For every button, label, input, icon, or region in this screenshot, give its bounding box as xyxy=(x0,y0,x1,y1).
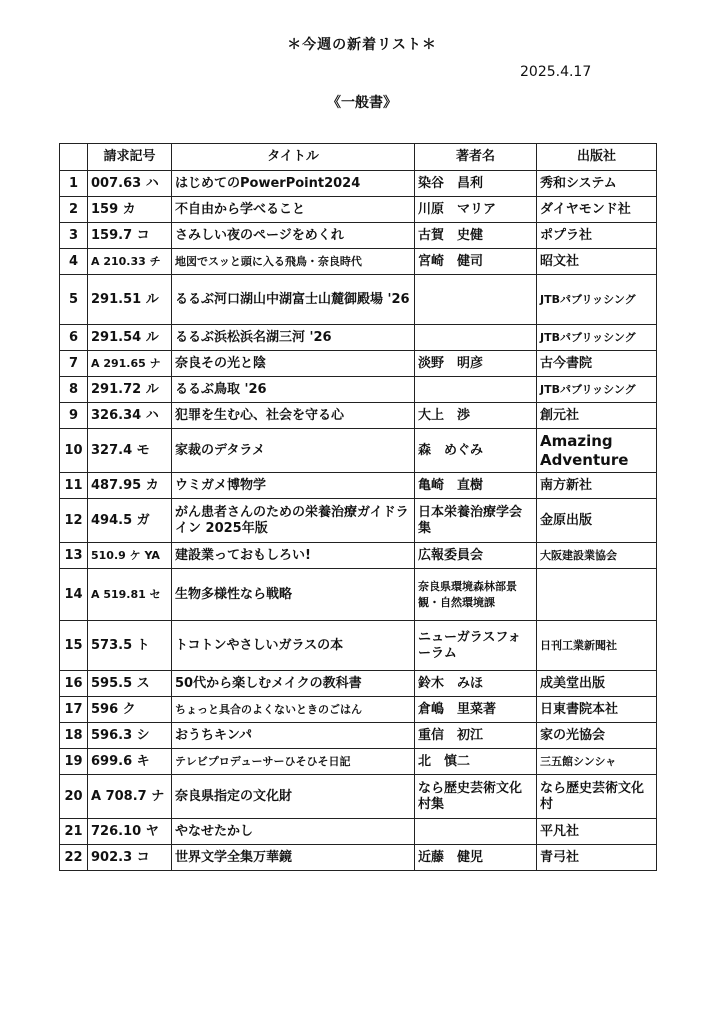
book-title: るるぶ鳥取 '26 xyxy=(172,377,415,403)
call-number: 327.4 モ xyxy=(88,429,172,473)
row-number: 20 xyxy=(60,775,88,819)
row-number: 9 xyxy=(60,403,88,429)
column-header-author: 著者名 xyxy=(415,144,537,171)
call-number: 487.95 カ xyxy=(88,473,172,499)
row-number: 11 xyxy=(60,473,88,499)
call-number: 494.5 ガ xyxy=(88,499,172,543)
call-number: 159 カ xyxy=(88,197,172,223)
author-name: 倉嶋 里菜著 xyxy=(415,697,537,723)
book-title: るるぶ浜松浜名湖三河 '26 xyxy=(172,325,415,351)
call-number: 326.34 ハ xyxy=(88,403,172,429)
call-number: 596 ク xyxy=(88,697,172,723)
table-row xyxy=(60,569,657,621)
publisher-name: ダイヤモンド社 xyxy=(537,197,657,223)
call-number: 510.9 ケ YA xyxy=(88,543,172,569)
row-number: 22 xyxy=(60,845,88,871)
author-name: 近藤 健児 xyxy=(415,845,537,871)
publisher-name: Amazing Adventure xyxy=(537,429,657,473)
new-arrivals-table xyxy=(59,143,657,871)
publisher-name: JTBパブリッシング xyxy=(537,275,657,325)
book-title: るるぶ河口湖山中湖富士山麓御殿場 '26 xyxy=(172,275,415,325)
book-title: 建設業っておもしろい! xyxy=(172,543,415,569)
publisher-name: 日刊工業新聞社 xyxy=(537,621,657,671)
row-number: 2 xyxy=(60,197,88,223)
author-name: 日本栄養治療学会集 xyxy=(415,499,537,543)
publisher-name: 平凡社 xyxy=(537,819,657,845)
author-name: 鈴木 みほ xyxy=(415,671,537,697)
page-title: ＊今週の新着リスト＊ xyxy=(287,37,437,53)
list-date: 2025.4.17 xyxy=(520,64,592,80)
row-number: 3 xyxy=(60,223,88,249)
book-title: 不自由から学べること xyxy=(172,197,415,223)
book-title: ちょっと具合のよくないときのごはん xyxy=(172,697,415,723)
call-number: A 210.33 チ xyxy=(88,249,172,275)
author-name: 大上 渉 xyxy=(415,403,537,429)
author-name: 北 慎二 xyxy=(415,749,537,775)
table-row xyxy=(60,351,657,377)
table-row xyxy=(60,403,657,429)
row-number: 15 xyxy=(60,621,88,671)
book-title: やなせたかし xyxy=(172,819,415,845)
author-name xyxy=(415,819,537,845)
book-title: がん患者さんのための栄養治療ガイドライン 2025年版 xyxy=(172,499,415,543)
table-body xyxy=(60,171,657,871)
table-row xyxy=(60,197,657,223)
book-title: テレビプロデューサーひそひそ日記 xyxy=(172,749,415,775)
call-number: 595.5 ス xyxy=(88,671,172,697)
row-number: 14 xyxy=(60,569,88,621)
publisher-name: 成美堂出版 xyxy=(537,671,657,697)
author-name xyxy=(415,377,537,403)
row-number: 5 xyxy=(60,275,88,325)
row-number: 12 xyxy=(60,499,88,543)
row-number: 10 xyxy=(60,429,88,473)
row-number: 21 xyxy=(60,819,88,845)
table-header-row xyxy=(60,144,657,171)
publisher-name: 青弓社 xyxy=(537,845,657,871)
author-name: 淡野 明彦 xyxy=(415,351,537,377)
publisher-name: 創元社 xyxy=(537,403,657,429)
call-number: 573.5 ト xyxy=(88,621,172,671)
row-number: 8 xyxy=(60,377,88,403)
book-title: 奈良その光と陰 xyxy=(172,351,415,377)
call-number: 726.10 ヤ xyxy=(88,819,172,845)
table-row xyxy=(60,543,657,569)
publisher-name: 三五館シンシャ xyxy=(537,749,657,775)
table-row xyxy=(60,671,657,697)
table-row xyxy=(60,723,657,749)
author-name: 広報委員会 xyxy=(415,543,537,569)
table-row xyxy=(60,223,657,249)
table-row xyxy=(60,621,657,671)
row-number: 13 xyxy=(60,543,88,569)
table-row xyxy=(60,749,657,775)
call-number: 291.72 ル xyxy=(88,377,172,403)
book-title: ウミガメ博物学 xyxy=(172,473,415,499)
call-number: 291.54 ル xyxy=(88,325,172,351)
publisher-name: 日東書院本社 xyxy=(537,697,657,723)
table-row xyxy=(60,275,657,325)
publisher-name: 南方新社 xyxy=(537,473,657,499)
book-title: 家裁のデタラメ xyxy=(172,429,415,473)
book-title: 50代から楽しむメイクの教科書 xyxy=(172,671,415,697)
row-number: 4 xyxy=(60,249,88,275)
book-title: おうちキンパ xyxy=(172,723,415,749)
book-title: 地図でスッと頭に入る飛鳥・奈良時代 xyxy=(172,249,415,275)
book-title: さみしい夜のページをめくれ xyxy=(172,223,415,249)
author-name: 染谷 昌利 xyxy=(415,171,537,197)
author-name: 古賀 史健 xyxy=(415,223,537,249)
row-number: 18 xyxy=(60,723,88,749)
publisher-name: なら歴史芸術文化村 xyxy=(537,775,657,819)
table-row xyxy=(60,325,657,351)
table-row xyxy=(60,697,657,723)
call-number: 159.7 コ xyxy=(88,223,172,249)
publisher-name: ポプラ社 xyxy=(537,223,657,249)
author-name xyxy=(415,275,537,325)
table-row xyxy=(60,171,657,197)
call-number: A 519.81 セ xyxy=(88,569,172,621)
row-number: 7 xyxy=(60,351,88,377)
call-number: 596.3 シ xyxy=(88,723,172,749)
publisher-name: 金原出版 xyxy=(537,499,657,543)
row-number: 16 xyxy=(60,671,88,697)
author-name: 宮崎 健司 xyxy=(415,249,537,275)
column-header-title: タイトル xyxy=(172,144,415,171)
call-number: A 291.65 ナ xyxy=(88,351,172,377)
book-title: 犯罪を生む心、社会を守る心 xyxy=(172,403,415,429)
author-name: ニューガラスフォーラム xyxy=(415,621,537,671)
call-number: 902.3 コ xyxy=(88,845,172,871)
author-name: 川原 マリア xyxy=(415,197,537,223)
author-name: 奈良県環境森林部景観・自然環境課 xyxy=(415,569,537,621)
book-title: 奈良県指定の文化財 xyxy=(172,775,415,819)
publisher-name: 昭文社 xyxy=(537,249,657,275)
publisher-name: 家の光協会 xyxy=(537,723,657,749)
table-row xyxy=(60,819,657,845)
author-name: 重信 初江 xyxy=(415,723,537,749)
call-number: 699.6 キ xyxy=(88,749,172,775)
publisher-name: 秀和システム xyxy=(537,171,657,197)
table-row xyxy=(60,249,657,275)
call-number: 007.63 ハ xyxy=(88,171,172,197)
book-title: 世界文学全集万華鏡 xyxy=(172,845,415,871)
row-number: 19 xyxy=(60,749,88,775)
book-title: はじめてのPowerPoint2024 xyxy=(172,171,415,197)
author-name: なら歴史芸術文化村集 xyxy=(415,775,537,819)
column-header-number xyxy=(60,144,88,171)
table-row xyxy=(60,845,657,871)
publisher-name xyxy=(537,569,657,621)
publisher-name: JTBパブリッシング xyxy=(537,377,657,403)
book-title: 生物多様性なら戦略 xyxy=(172,569,415,621)
author-name: 森 めぐみ xyxy=(415,429,537,473)
author-name: 亀崎 直樹 xyxy=(415,473,537,499)
table-row xyxy=(60,429,657,473)
book-title: トコトンやさしいガラスの本 xyxy=(172,621,415,671)
column-header-publisher: 出版社 xyxy=(537,144,657,171)
call-number: A 708.7 ナ xyxy=(88,775,172,819)
table-row xyxy=(60,775,657,819)
publisher-name: JTBパブリッシング xyxy=(537,325,657,351)
table-row xyxy=(60,377,657,403)
section-heading: 《一般書》 xyxy=(327,95,397,111)
row-number: 6 xyxy=(60,325,88,351)
table-row xyxy=(60,473,657,499)
publisher-name: 大阪建設業協会 xyxy=(537,543,657,569)
publisher-name: 古今書院 xyxy=(537,351,657,377)
column-header-call-number: 請求記号 xyxy=(88,144,172,171)
call-number: 291.51 ル xyxy=(88,275,172,325)
row-number: 1 xyxy=(60,171,88,197)
author-name xyxy=(415,325,537,351)
table-row xyxy=(60,499,657,543)
row-number: 17 xyxy=(60,697,88,723)
